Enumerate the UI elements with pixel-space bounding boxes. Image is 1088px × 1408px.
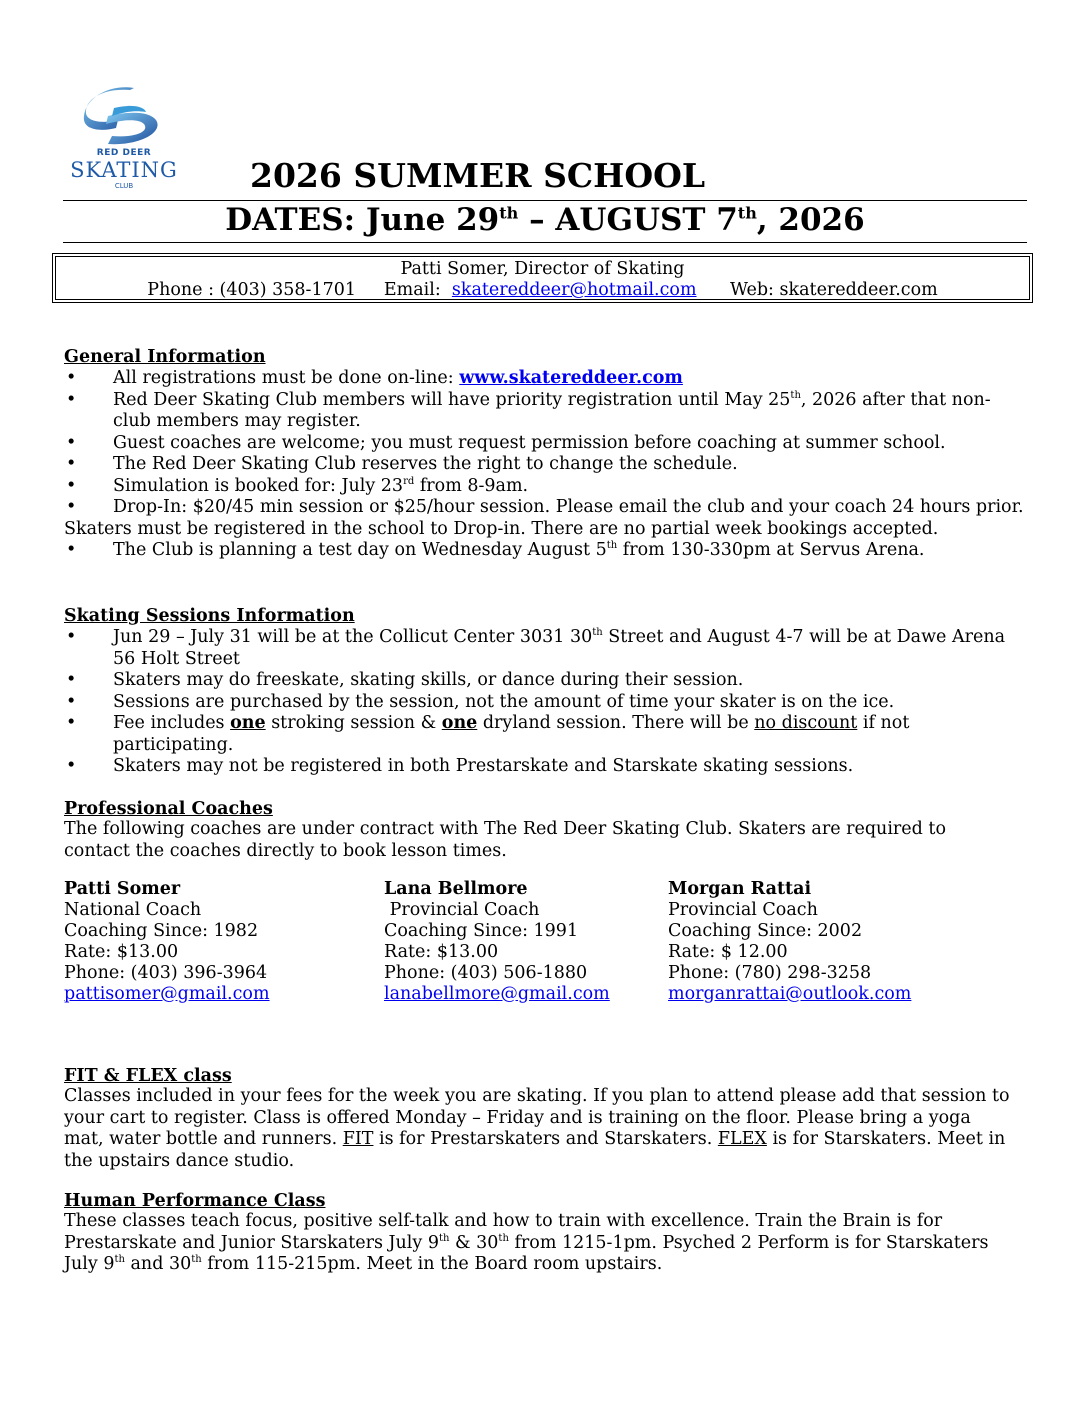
list-item: • Skaters may do freeskate, skating skills, or dance during their session. [64,670,1024,692]
coach-name: Morgan Rattai [668,879,812,899]
coach-phone: Phone: (403) 396-3964 [64,963,268,983]
fitflex-heading: FIT & FLEX class [64,1066,232,1086]
logo-swirl-icon [78,86,170,148]
director-line: Patti Somer, Director of Skating [400,259,685,279]
contact-details-line [56,280,1029,300]
coach-email-link[interactable]: pattisomer@gmail.com [64,984,270,1004]
list-item: • The Club is planning a test day on Wednesday August 5th from 130-330pm at Servus Arena. [64,540,1024,562]
page-title: 2026 SUMMER SCHOOL [250,156,706,195]
list-item: • Drop-In: $20/45 min session or $25/hour session. Please email the club and your coach 24 hours prior. Skaters must be registered in the school to Drop-in. There are no partial week bookings accepted. [64,497,1024,540]
list-item: • Jun 29 – July 31 will be at the Collicut Center 3031 30th Street and August 4-7 will be at Dawe Arena 56 Holt Street [64,627,1024,670]
coach-rate: Rate: $ 12.00 [668,942,788,962]
club-logo [70,86,178,196]
list-item: • Fee includes one stroking session & one dryland session. There will be no discount if not participating. [64,713,1024,756]
contact-box [52,253,1033,303]
sessions-heading: Skating Sessions Information [64,606,355,626]
list-item: • The Red Deer Skating Club reserves the right to change the schedule. [64,454,1024,476]
general-info-heading: General Information [64,347,266,367]
list-item: • Simulation is booked for: July 23rd from 8-9am. [64,476,1024,498]
club-web: Web: skatereddeer.com [729,280,938,300]
registration-link[interactable]: www.skatereddeer.com [459,368,683,388]
coaches-intro: The following coaches are under contract with The Red Deer Skating Club. Skaters are required to contact the coaches directly to book lesson times. [64,819,946,861]
coach-card [384,879,610,1005]
list-item: • Skaters may not be registered in both Prestarskate and Starskate skating sessions. [64,756,1024,778]
coach-phone: Phone: (403) 506-1880 [384,963,588,983]
coach-phone: Phone: (780) 298-3258 [668,963,872,983]
list-item: • Sessions are purchased by the session, not the amount of time your skater is on the ice. [64,692,1024,714]
general-info-section [64,347,1024,562]
human-performance-heading: Human Performance Class [64,1191,326,1211]
list-item: • Guest coaches are welcome; you must request permission before coaching at summer school. [64,433,1024,455]
coach-level: Provincial Coach [668,900,818,920]
fitflex-paragraph: Classes included in your fees for the week you are skating. If you plan to attend please add that session to your cart to register. Class is offered Monday – Friday and is training on the floor. Please bring a yoga mat, water bottle and runners. FIT is for Prestarskaters and Starskaters. FLEX is for Starskaters. Meet in the upstairs dance studio. [64,1086,1010,1171]
coach-since: Coaching Since: 1991 [384,921,579,941]
coach-card [64,879,270,1005]
divider-bottom [63,242,1027,243]
coach-since: Coaching Since: 2002 [668,921,863,941]
divider-top [63,200,1027,201]
coaches-heading: Professional Coaches [64,799,273,819]
fitflex-section [64,1066,1014,1172]
logo-text-bottom: CLUB [114,182,134,190]
club-email-link[interactable]: skatereddeer@hotmail.com [451,280,697,300]
human-performance-paragraph: These classes teach focus, positive self-talk and how to train with excellence. Train the Brain is for Prestarskate and Junior Starskaters July 9th & 30th from 1215-1pm. Psyched 2 Perform is for Starskaters July 9th and 30th from 115-215pm. Meet in the Board room upstairs. [64,1211,989,1274]
sessions-section [64,606,1024,778]
dates-heading: DATES: June 29th – AUGUST 7th, 2026 [225,202,865,238]
coach-level: Provincial Coach [384,900,540,920]
coaches-section [64,799,1014,862]
logo-text-main: SKATING [70,158,178,182]
coach-rate: Rate: $13.00 [64,942,179,962]
human-performance-section [64,1191,1014,1276]
coach-email-link[interactable]: morganrattai@outlook.com [668,984,912,1004]
list-item: • Red Deer Skating Club members will have priority registration until May 25th, 2026 after that non-club members may register. [64,390,1024,433]
coach-rate: Rate: $13.00 [384,942,499,962]
club-phone: Phone : (403) 358-1701 [147,280,356,300]
coach-name: Patti Somer [64,879,181,899]
list-item: • All registrations must be done on-line: www.skatereddeer.com [64,368,1024,390]
coach-level: National Coach [64,900,202,920]
email-label: Email: [383,280,441,300]
coach-name: Lana Bellmore [384,879,528,899]
logo-text-top: RED DEER [96,148,152,158]
coach-card [668,879,911,1005]
coach-email-link[interactable]: lanabellmore@gmail.com [384,984,610,1004]
coach-since: Coaching Since: 1982 [64,921,259,941]
